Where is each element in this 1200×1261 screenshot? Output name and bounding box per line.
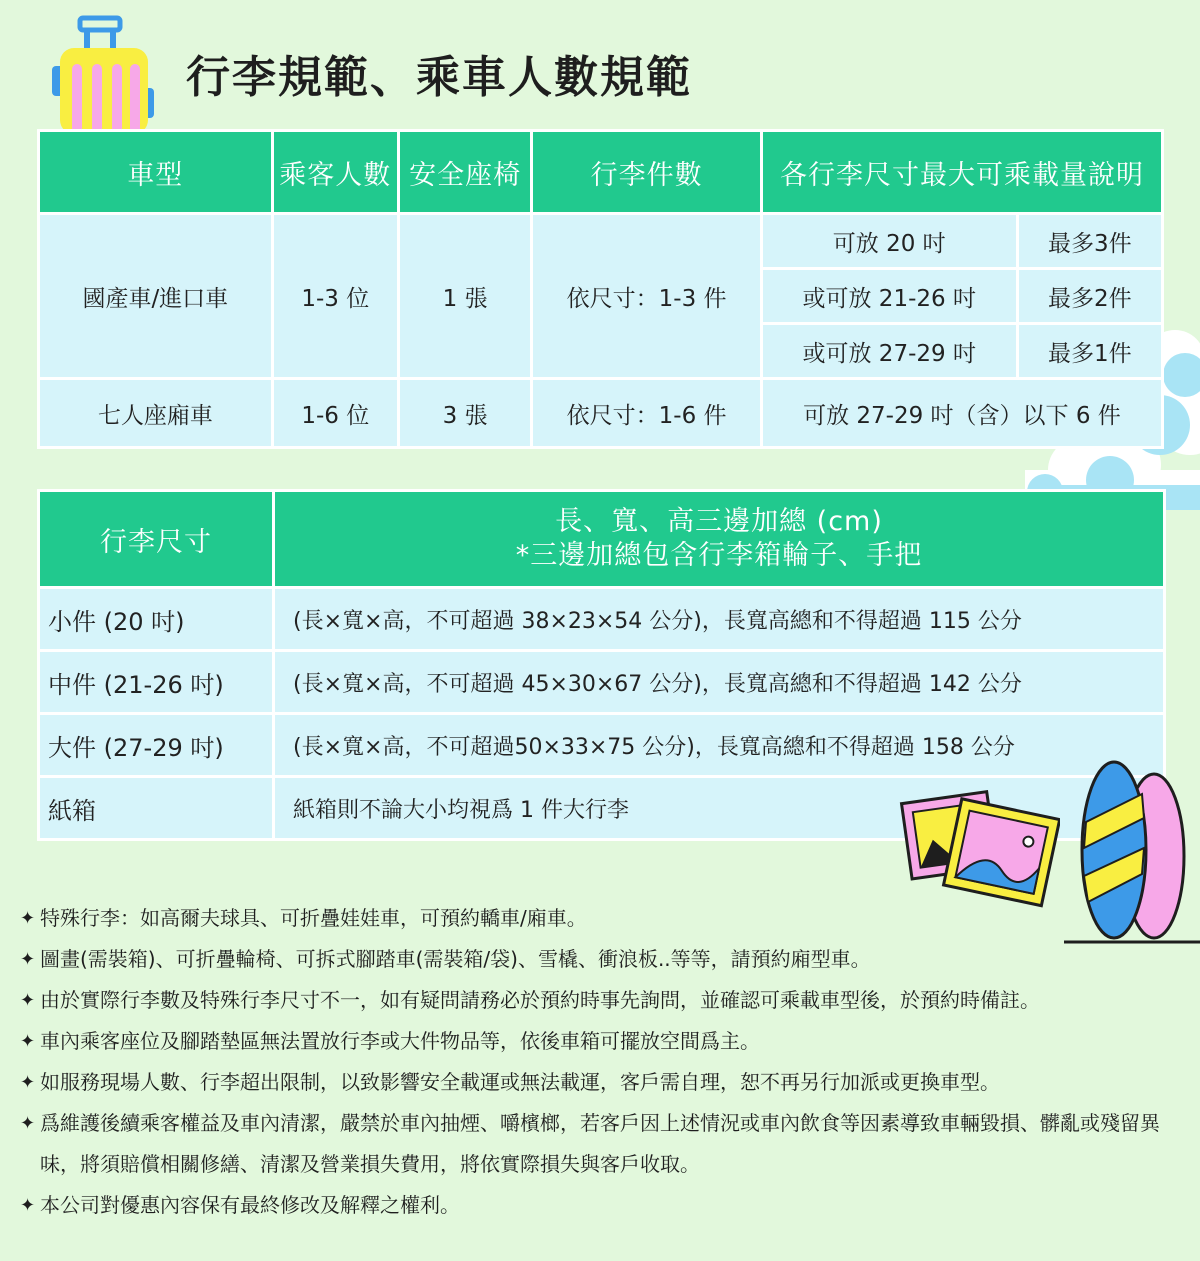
- header-dimension-line1: 長、寬、高三邊加總 (cm): [555, 506, 883, 537]
- size-label: 紙箱: [40, 778, 272, 838]
- table-row: [40, 715, 1163, 775]
- header-luggage-count: 行李件數: [533, 132, 760, 212]
- passengers-van: 1-6 位: [274, 380, 397, 446]
- seats-van: 3 張: [400, 380, 530, 446]
- list-item: [20, 898, 1190, 939]
- vehicle-table-header: [40, 132, 1161, 212]
- star-icon: ✦: [20, 1031, 36, 1052]
- photo-frames-icon: [895, 780, 1060, 910]
- size-desc: 可放 20 吋: [763, 215, 1016, 267]
- header-safety-seat: 安全座椅: [400, 132, 530, 212]
- size-rule: (長×寬×高，不可超過50×33×75 公分)，長寬高總和不得超過 158 公分: [275, 715, 1163, 775]
- list-item: [20, 980, 1190, 1021]
- seats-domestic: 1 張: [400, 215, 530, 377]
- star-icon: ✦: [20, 949, 36, 970]
- header-dimension-sum: [275, 492, 1163, 586]
- header-luggage-size: 行李尺寸: [40, 492, 272, 586]
- table-row: [40, 652, 1163, 712]
- header-dimension-line2: *三邊加總包含行李箱輪子、手把: [515, 540, 923, 571]
- list-item: [20, 1062, 1190, 1103]
- luggage-size-header: [40, 492, 1163, 586]
- note-text: 爲維護後續乘客權益及車內清潔，嚴禁於車內抽煙、嚼檳榔，若客戶因上述情況或車內飲食等因素導致車輛毀損、髒亂或殘留異味，將須賠償相關修繕、清潔及營業損失費用，將依實際損失與客戶收取。: [40, 1111, 1160, 1176]
- note-text: 本公司對優惠內容保有最終修改及解釋之權利。: [40, 1193, 460, 1217]
- note-text: 特殊行李：如高爾夫球具、可折疊娃娃車，可預約轎車/廂車。: [40, 906, 587, 930]
- star-icon: ✦: [20, 908, 36, 929]
- size-desc: 或可放 27-29 吋: [763, 325, 1016, 377]
- luggage-domestic: 依尺寸：1-3 件: [533, 215, 760, 377]
- table-row: [40, 589, 1163, 649]
- table-row: [40, 380, 1161, 446]
- size-rule: (長×寬×高，不可超過 38×23×54 公分)，長寬高總和不得超過 115 公分: [275, 589, 1163, 649]
- passengers-domestic: 1-3 位: [274, 215, 397, 377]
- star-icon: ✦: [20, 990, 36, 1011]
- star-icon: ✦: [20, 1195, 36, 1216]
- vehicle-table: [37, 129, 1164, 449]
- page-title: 行李規範、乘車人數規範: [186, 52, 692, 103]
- list-item: [20, 939, 1190, 980]
- size-label: 大件 (27-29 吋): [40, 715, 272, 775]
- size-max: 最多3件: [1019, 215, 1161, 267]
- size-max: 最多1件: [1019, 325, 1161, 377]
- size-rule: 紙箱則不論大小均視爲 1 件大行李: [275, 778, 1163, 838]
- list-item: [20, 1103, 1190, 1185]
- sizes-van: 可放 27-29 吋（含）以下 6 件: [763, 380, 1161, 446]
- note-text: 如服務現場人數、行李超出限制，以致影響安全載運或無法載運，客戶需自理，恕不再另行加派或更換車型。: [40, 1070, 1000, 1094]
- header-car-type: 車型: [40, 132, 271, 212]
- size-label: 中件 (21-26 吋): [40, 652, 272, 712]
- header-size-capacity: 各行李尺寸最大可乘載量說明: [763, 132, 1161, 212]
- list-item: [20, 1185, 1190, 1226]
- luggage-van: 依尺寸：1-6 件: [533, 380, 760, 446]
- notes-list: [20, 898, 1190, 1226]
- size-desc: 或可放 21-26 吋: [763, 270, 1016, 322]
- note-text: 由於實際行李數及特殊行李尺寸不一，如有疑問請務必於預約時事先詢問，並確認可乘載車型後，於預約時備註。: [40, 988, 1040, 1012]
- note-text: 圖畫(需裝箱)、可折疊輪椅、可拆式腳踏車(需裝箱/袋)、雪橇、衝浪板..等等，請預約廂型車。: [40, 947, 871, 971]
- star-icon: ✦: [20, 1072, 36, 1093]
- star-icon: ✦: [20, 1113, 36, 1134]
- list-item: [20, 1021, 1190, 1062]
- table-row: [40, 215, 1161, 267]
- car-type-domestic: 國產車/進口車: [40, 215, 271, 377]
- size-max: 最多2件: [1019, 270, 1161, 322]
- note-text: 車內乘客座位及腳踏墊區無法置放行李或大件物品等，依後車箱可擺放空間爲主。: [40, 1029, 760, 1053]
- car-type-van: 七人座廂車: [40, 380, 271, 446]
- size-label: 小件 (20 吋): [40, 589, 272, 649]
- header-passengers: 乘客人數: [274, 132, 397, 212]
- suitcase-icon: [48, 14, 160, 134]
- size-rule: (長×寬×高，不可超過 45×30×67 公分)，長寬高總和不得超過 142 公分: [275, 652, 1163, 712]
